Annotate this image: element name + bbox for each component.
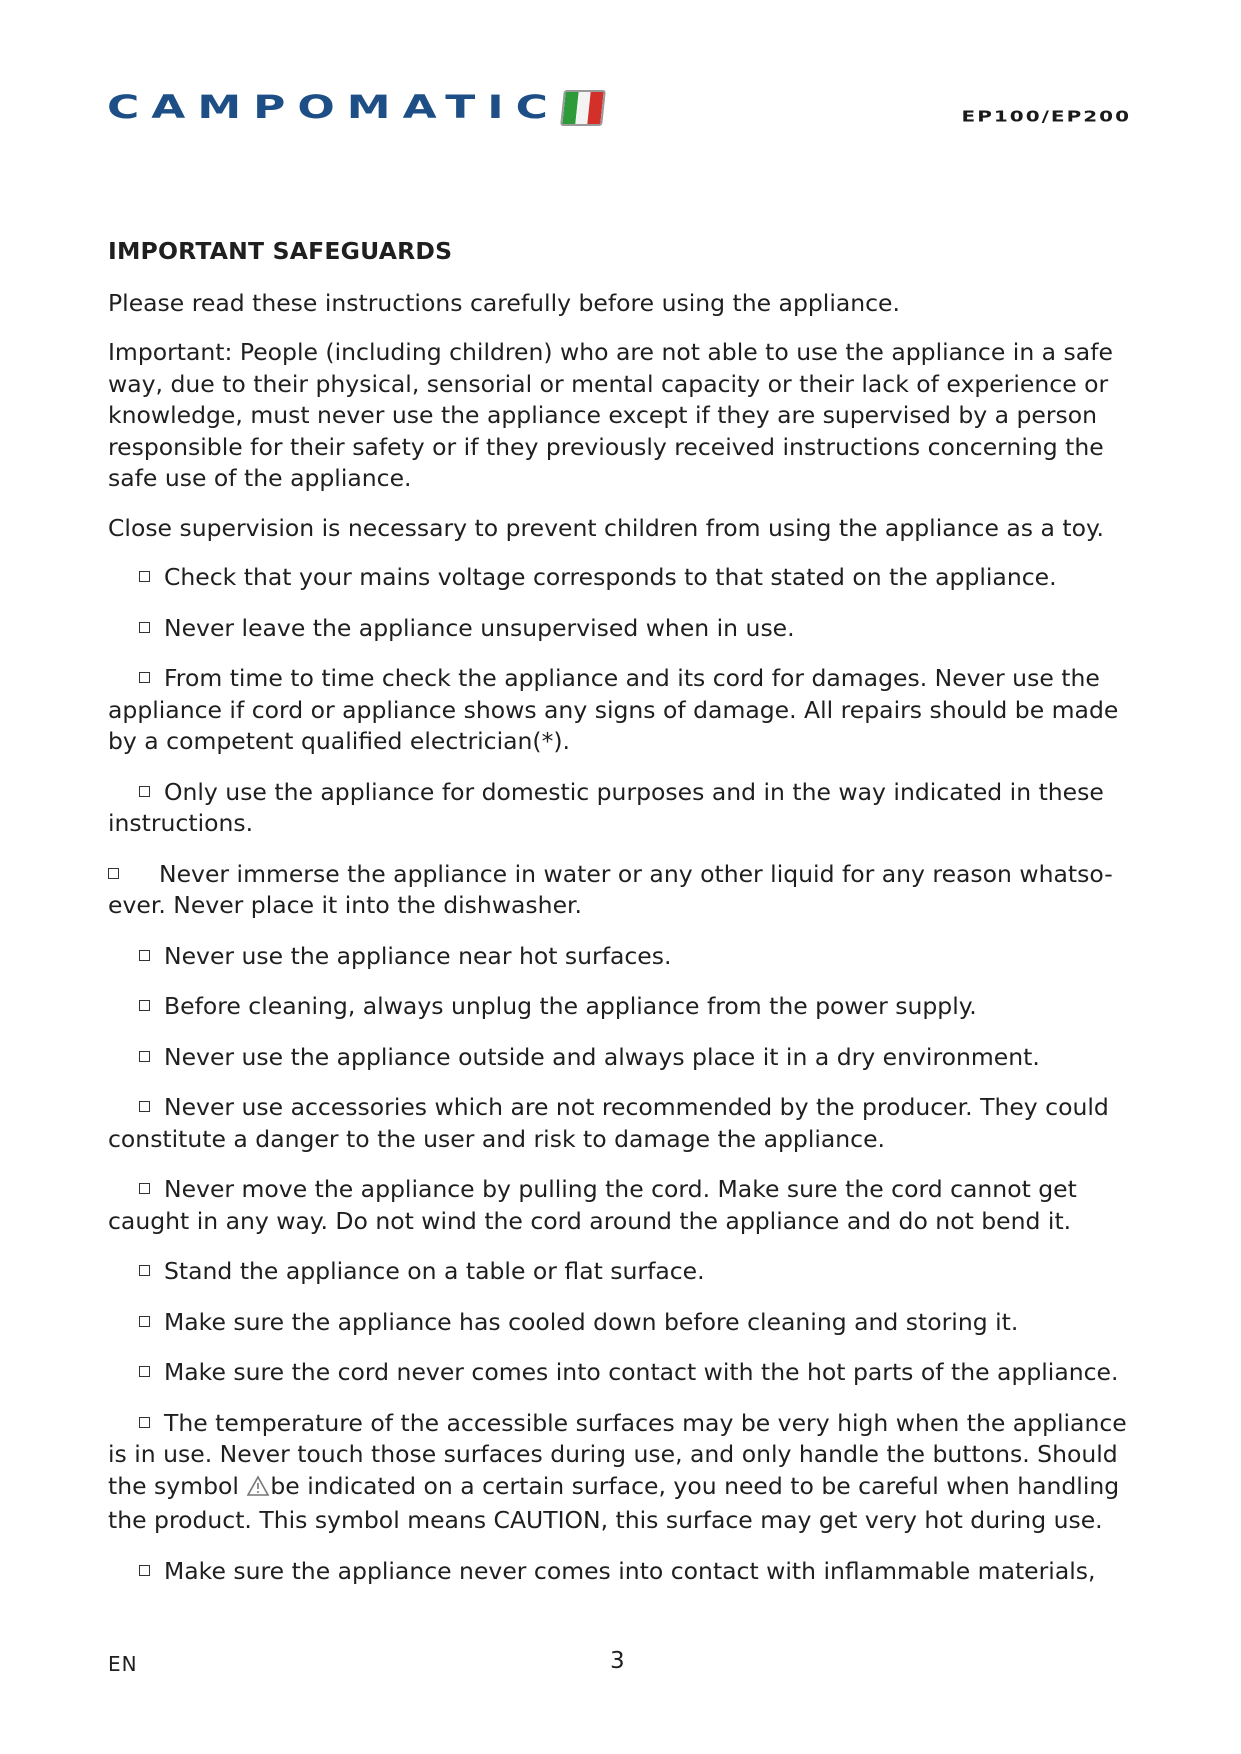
checkbox-bullet-icon [139,1265,150,1276]
checkbox-bullet-icon [139,1183,150,1194]
checkbox-bullet-icon [139,1565,150,1576]
italian-flag-icon [560,90,606,126]
campomatic-logo [107,88,604,128]
checkbox-bullet-icon [139,1051,150,1062]
list-item: Never use accessories which are not recommended by the producer. They could constitute a danger to the user and risk to damage the appliance. [108,1093,1109,1153]
list-item: Make sure the appliance has cooled down before cleaning and storing it. [108,1307,1143,1339]
important-paragraph: Important: People (including children) who are not able to use the appliance in a safe way, due to their physical, sensorial or mental capacity or their lack of experience or knowledge, must never use the appliance except if they are supervised by a person responsible for their safety or if they previously received instructions concerning the safe use of the appliance. [108,338,1113,492]
list-item: Never immerse the appliance in water or any other liquid for any reason whatso-ever. Never place it into the dishwasher. [108,859,1113,919]
list-item: Stand the appliance on a table or flat surface. [108,1256,1143,1288]
checkbox-bullet-icon [139,1316,150,1327]
intro-paragraph: Please read these instructions carefully before using the appliance. [108,288,900,317]
list-item: From time to time check the appliance and its cord for damages. Never use the appliance if cord or appliance shows any signs of damage. All repairs should be made by a competent qualified electrician(*). [108,664,1119,755]
checkbox-bullet-icon [139,571,150,582]
checkbox-bullet-icon [139,1101,150,1112]
list-item: Never leave the appliance unsupervised when in use. [108,613,1143,645]
checkbox-bullet-icon [139,1366,150,1377]
safeguards-section [108,236,1143,1606]
flag-red-stripe [588,92,604,124]
list-item: Make sure the appliance never comes into contact with inflammable materials, [108,1556,1143,1588]
list-item: Check that your mains voltage corresponds to that stated on the appliance. [108,562,1143,594]
supervision-paragraph: Close supervision is necessary to prevent children from using the appliance as a toy. [108,513,1104,542]
list-item: Before cleaning, always unplug the appliance from the power supply. [108,991,1143,1023]
checkbox-bullet-icon [139,950,150,961]
warning-triangle-icon [246,1474,270,1506]
list-item: Never use the appliance outside and always place it in a dry environment. [108,1042,1143,1074]
page-number: 3 [610,1648,625,1674]
checkbox-bullet-icon [139,1417,150,1428]
checkbox-bullet-icon [139,672,150,683]
section-heading: IMPORTANT SAFEGUARDS [108,237,453,265]
checkbox-bullet-icon [108,868,119,879]
list-item: Make sure the cord never comes into contact with the hot parts of the appliance. [108,1357,1143,1389]
list-item: Never use the appliance near hot surfaces. [108,941,1143,973]
language-code: EN [108,1652,138,1676]
model-number: EP100/EP200 [961,107,1131,125]
brand-name: CAMPOMATIC [107,89,560,126]
list-item: Never move the appliance by pulling the cord. Make sure the cord cannot get caught in any way. Do not wind the cord around the appliance and do not bend it. [108,1175,1077,1235]
checkbox-bullet-icon [139,786,150,797]
list-item-temperature: The temperature of the accessible surfaces may be very high when the appliance is in use. Never touch those surfaces during use, and only handle the buttons. Should the symbol be indicated on a certain surface, you need to be careful when handling the product. This symbol means CAUTION, this surface may get very hot during use. [108,1408,1127,1534]
list-item: Only use the appliance for domestic purposes and in the way indicated in these instructions. [108,777,1104,837]
checkbox-bullet-icon [139,622,150,633]
checkbox-bullet-icon [139,1000,150,1011]
